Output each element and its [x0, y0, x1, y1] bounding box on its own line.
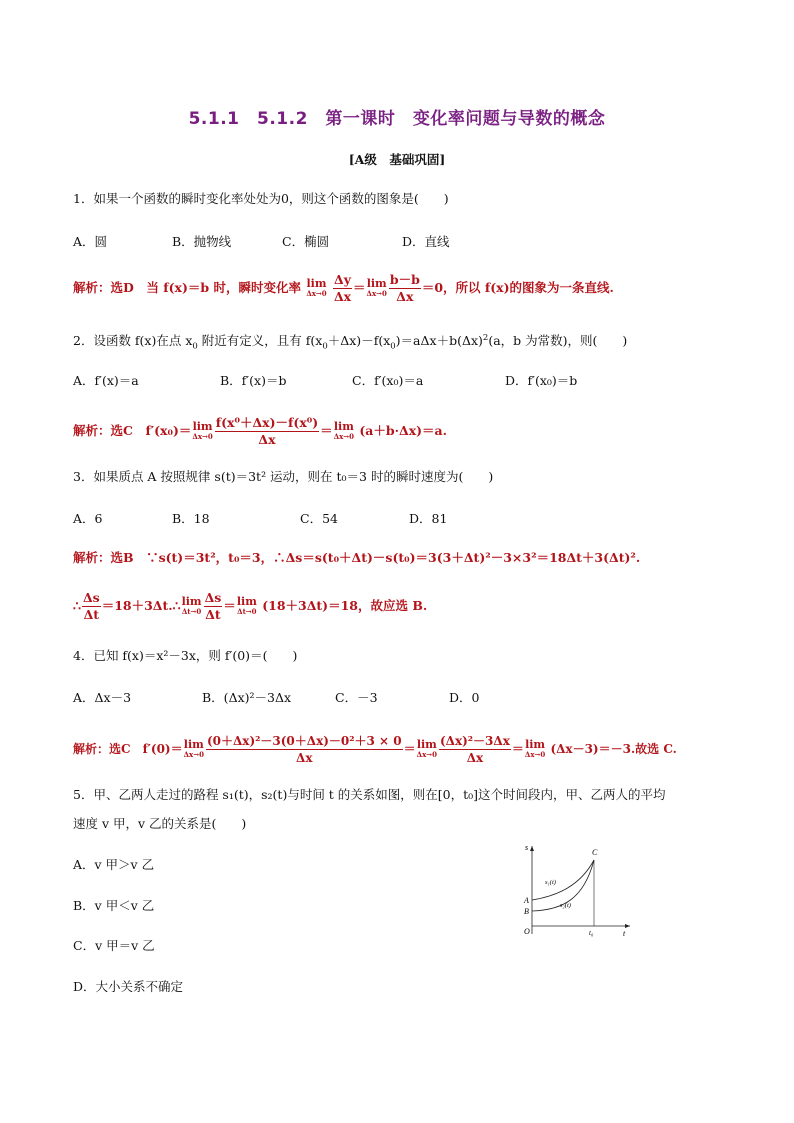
q3-solution-line1: 解析：选B ∵s(t)＝3t²，t₀＝3，∴Δs＝s(t₀＋Δt)－s(t₀)＝3(3＋Δt)²－3×3²＝18Δt＋3(Δt)².	[73, 550, 641, 565]
limit-symbol: lim Δx→0	[306, 276, 327, 298]
solution-label: 解析：	[73, 423, 111, 438]
fraction: $\frac{\Delta y}{\Delta x}$	[333, 272, 352, 304]
q5-stem-line2: 速度 v 甲，v 乙的关系是( )	[73, 816, 247, 831]
q5-option-a: A．v 甲＞v 乙	[73, 857, 155, 872]
q2-option-b: B．f′(x)＝b	[220, 373, 287, 388]
fraction: $\frac{\Delta s}{\Delta t}$	[82, 590, 100, 622]
point-b-label: B	[524, 907, 529, 916]
q1-solution-end: ＝0，所以 f(x)的图象为一条直线.	[421, 280, 614, 295]
fraction: $\frac{\text{(0＋Δx)²－3(0＋Δx)－0²＋3 × 0}}{\Delta x}$	[206, 734, 402, 765]
t0-label: t₀	[589, 929, 594, 937]
q1-option-a: A．圆	[73, 234, 108, 249]
s-axis-arrow	[530, 846, 534, 851]
q3-option-d: D．81	[409, 511, 448, 526]
limit-symbol: lim Δx→0	[524, 737, 546, 759]
q5-option-b: B．v 甲＜v 乙	[73, 898, 155, 913]
q3-option-b: B．18	[172, 511, 210, 526]
q3-solution-line2: ∴ $\frac{\Delta s}{\Delta t}$ ＝18＋3Δt.∴ lim Δt→0 $\frac{\Delta s}{\Delta t}$ ＝ lim Δt→0 (18＋3Δt)＝18，故应选 B.	[73, 590, 428, 622]
limit-symbol: lim Δx→0	[333, 419, 355, 441]
q3-option-a: A．6	[73, 511, 103, 526]
q2-solution: 解析：选C f′(x₀)＝ lim Δx→0 $\frac{\text{f(x⁰＋Δx)－f(x⁰)}}{\Delta x}$ ＝ lim Δx→0 (a＋b·Δx)＝a.	[73, 415, 448, 447]
q1-option-b: B．抛物线	[172, 234, 232, 249]
q1-stem: 1．如果一个函数的瞬时变化率处处为0，则这个函数的图象是( )	[73, 191, 449, 206]
solution-label: 解析：	[73, 742, 110, 756]
q4-option-c: C．－3	[335, 690, 378, 705]
distance-time-graph	[512, 838, 637, 938]
page-title: 5.1.1 5.1.2 第一课时 变化率问题与导数的概念	[188, 109, 606, 129]
q2-stem: 2．设函数 f(x)在点 $x_0$ 附近有定义，且有 $f(x_0+\Delta x)-f(x_0)=a\Delta x+b(\Delta x)^2(a$，b 为常数)，则( )	[73, 333, 628, 352]
limit-symbol: lim Δt→0	[236, 594, 257, 616]
q4-option-b: B．(Δx)²－3Δx	[202, 690, 292, 705]
q2-option-d: D．f′(x₀)＝b	[505, 373, 578, 388]
limit-symbol: lim Δx→0	[183, 737, 204, 759]
q4-stem: 4．已知 f(x)＝x²－3x，则 f′(0)＝( )	[73, 648, 298, 663]
fraction: $\frac{\text{(Δx)²－3Δx}}{\Delta x}$	[439, 734, 510, 765]
q3-stem: 3．如果质点 A 按照规律 s(t)＝3t² 运动，则在 t₀＝3 时的瞬时速度为( )	[73, 469, 494, 484]
point-a-label: A	[524, 896, 529, 905]
q1-solution: 解析：选D 当 f(x)＝b 时，瞬时变化率 lim Δx→0 $\frac{\Delta y}{\Delta x}$ ＝ lim Δx→0 $\frac{b-b}{\Delta x}$ ＝0，所以 f(x)的图象为一条直线.	[73, 272, 614, 304]
q4-option-a: A．Δx－3	[73, 690, 132, 705]
fraction: $\frac{\text{f(x⁰＋Δx)－f(x⁰)}}{\Delta x}$	[215, 415, 319, 447]
q2-option-c: C．f′(x₀)＝a	[352, 373, 424, 388]
t-axis-arrow	[625, 924, 630, 928]
solution-label: 解析：	[73, 550, 111, 565]
q5-option-d: D．大小关系不确定	[73, 979, 184, 994]
fraction: $\frac{\Delta s}{\Delta t}$	[204, 590, 222, 622]
q1-option-d: D．直线	[402, 234, 450, 249]
solution-label: 解析：	[73, 280, 111, 295]
section-level: [A级 基础巩固]	[348, 152, 446, 167]
origin-label: O	[524, 927, 530, 936]
point-c-label: C	[592, 848, 598, 857]
s1-curve	[532, 860, 594, 900]
s1-label: s₁(t)	[545, 879, 556, 886]
q2-option-a: A．f′(x)＝a	[73, 373, 139, 388]
q4-option-d: D．0	[449, 690, 480, 705]
q5-option-c: C．v 甲＝v 乙	[73, 938, 155, 953]
q5-stem-line1: 5．甲、乙两人走过的路程 s₁(t)，s₂(t)与时间 t 的关系如图，则在[0，t₀]这个时间段内，甲、乙两人的平均	[73, 787, 666, 802]
s-axis-label: s	[525, 843, 529, 852]
q1-solution-text: 选D 当 f(x)＝b 时，瞬时变化率	[110, 280, 301, 295]
q3-option-c: C．54	[300, 511, 338, 526]
s2-label: s₂(t)	[560, 902, 571, 909]
limit-symbol: lim Δt→0	[181, 594, 202, 616]
limit-symbol: lim Δx→0	[366, 276, 387, 298]
limit-symbol: lim Δx→0	[192, 419, 213, 441]
q4-solution: 解析：选C f′(0)＝ lim Δx→0 $\frac{\text{(0＋Δx)²－3(0＋Δx)－0²＋3 × 0}}{\Delta x}$ ＝ lim Δx→0 $\frac{\text{(Δx)²－3Δx}}{\Delta x}$ ＝ lim Δx→0 (Δx－3)＝－3.故选 C.	[73, 734, 677, 765]
fraction: $\frac{b-b}{\Delta x}$	[389, 272, 420, 304]
limit-symbol: lim Δx→0	[416, 737, 437, 759]
t-axis-label: t	[623, 929, 626, 938]
q1-option-c: C．椭圆	[282, 234, 330, 249]
